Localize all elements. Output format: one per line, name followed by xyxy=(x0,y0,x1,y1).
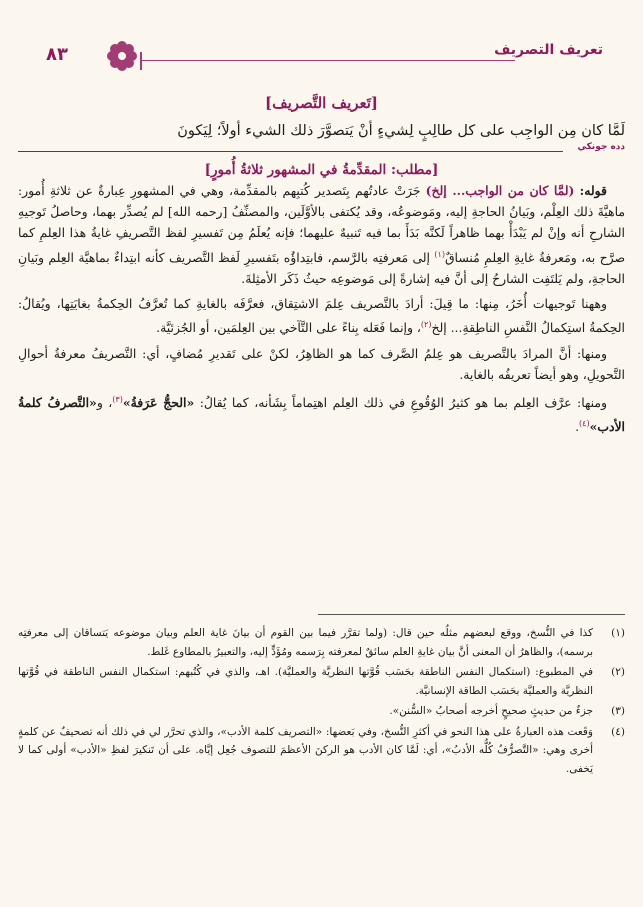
quoted-matn: (لمَّا كان من الواجب... إلخ) xyxy=(425,183,575,198)
footnote-separator xyxy=(318,614,625,615)
footnote-text: كذا في النُّسخ، ووقع لبعضهم مثلُه حين قال: (ولما تقرَّر فيما بين القوم أن بيانَ غاية العلم وبيان موضوعه يَتساقان إلى معرفتِه برسمه)، والظاهرُ أن المعنى أنَّ بيان غايةِ العلم سائقٌ لمعرفته بِرَسمه ومُؤَدٍّ إليه، والتعبيرُ بالمطاوع غَلط. xyxy=(18,627,593,658)
footnote-number: (٢) xyxy=(611,666,625,678)
page-number-box xyxy=(40,38,140,74)
paragraph-text: ، وإنما فَعَله بِناءً على التَّآخي بين العِلمَين، أو الجُزئيَّة. xyxy=(156,320,421,336)
paragraph-text: ومنها: عرَّف العِلم بما هو كثيرُ الوُقُوعِ في ذلك العِلم اهتِماماً بِشَأنه، كما يُقالُ: xyxy=(194,395,608,411)
page-body xyxy=(18,90,625,442)
page-number: ٨٣ xyxy=(46,44,68,65)
footnote-ref: (١) xyxy=(434,249,445,259)
paragraph-text: ، و xyxy=(96,395,113,411)
commentary-paragraph-3: ومنها: أنَّ المرادَ بالتَّصريف هو عِلمُ الصَّرف كما هو الظاهِرُ، لكنْ على تَقديرِ مُضافٍ، أي: التَّصريفُ معرفةُ أحوالِ التَّحويلِ، وهو أيضاً تعريفُه بالغاية. xyxy=(18,345,625,382)
quoted-saying: «التَّصرفُ كلمةُ الأدب» xyxy=(18,395,625,435)
ornament-divider xyxy=(18,144,625,158)
header-rule-tick xyxy=(140,52,142,70)
footnote xyxy=(18,663,625,700)
footnote-ref: (٤) xyxy=(579,419,590,429)
footnote xyxy=(18,702,625,721)
matn-text: لَمَّا كان مِن الواجِب على كل طالِبٍ لِشيءٍ أنْ يَتصوَّرَ ذلك الشيء أولاً؛ لِيَكونَ xyxy=(177,123,625,139)
commentary-paragraph-2 xyxy=(18,293,625,339)
footnote-ref: (٣) xyxy=(112,395,123,405)
paragraph-text: جَرَتْ عادتُهم بِتَصدير كُتبِهم بالمقدِّمة، وهي في المشهورِ عِبارةٌ عن ثلاثةِ أُمور: ماهيَّةَ ذلك العِلْم، وبَيانُ الحاجةِ إليه، ومَوضوعُه، وقد يُكتفى بالأوَّلَين، والمصنِّفُ [رحمه الله] لم يُصدِّر بهما، وحاصلُ تَوجيهِ الشارحِ أنه وإنْ لم يَبْدَأْ بهما ظاهراً لَكنَّه بَدَأَ بما فيه تَنبيهٌ عليهما؛ فإنه يُعلَمُ مِن تَفسيرِ لفظ التَّصريفِ غايةُ هذا العِلمِ كما صرَّح به، ومَعرفةُ غايةِ العِلمِ مُنساقٌ xyxy=(18,183,625,265)
footnotes xyxy=(18,624,625,780)
commentary-text xyxy=(18,180,625,438)
footnote-number: (٣) xyxy=(611,705,625,717)
footnote-number: (٤) xyxy=(611,725,625,738)
running-title: تعريف التصريف xyxy=(494,42,603,58)
footnote-text: وَقَعت هذه العبارةُ على هذا النحو في أكثرِ النُّسخ، وفي بَعضها: «التصريف كلمة الأدب»، والذي تحرَّر لي في ذلك أنه تصحيفٌ عن كلمةٍ أخرى وهي: «التَّصرُّفُ كُلُّه الأدبُ»، أي: لَمَّا كان الأدب هو الركنَ الأعظمَ للتصوف جُعِل إيَّاه. على أن تَنكيرَ لفظِ «الأدب» أولى كما لا يَخفى. xyxy=(18,725,593,775)
commentary-paragraph-1 xyxy=(18,180,625,289)
paragraph-text: . xyxy=(575,419,580,435)
footnote-number: (١) xyxy=(611,627,625,639)
ornament-line xyxy=(18,151,563,152)
footnote xyxy=(18,723,625,779)
flower-icon xyxy=(106,40,138,72)
footnote-text: جزءٌ من حديثٍ صحيحٍ أخرجه أصحابُ «السُّنن». xyxy=(389,705,593,717)
ornament-label: دده جونكي xyxy=(577,142,625,152)
quoted-saying: «الحجُّ عَرَفةُ» xyxy=(122,395,195,411)
paragraph-text: وههنا تَوجيهات أُخَرُ، مِنها: ما قِيلَ: أرادَ بالتَّصريف عِلمَ الاشتِقاق، فعرَّفَه بالغايةِ كما تُعرَّفُ الحِكمةُ بغايَتِها، ويُقالُ: الحِكمةُ استِكمالُ النَّفسِ الناطِقةِ... إلخ xyxy=(18,296,625,336)
section-title: [تَعريف التَّصريف] xyxy=(264,94,379,112)
quote-label: قوله: xyxy=(579,183,607,198)
page-header xyxy=(40,38,603,76)
commentary-paragraph-4 xyxy=(18,389,625,438)
paragraph-text: إلى مَعرفتِه بالرَّسم، فابتِداؤُه بتَفسيرِ لَفظ التَّصريف كأنه ابتِداءٌ بماهيَّة العِلم وبَيانِ الحاجةِ، ولم يَلتَفِت الشارحُ إلى أنَّ فيه إشارةً إلى مَوضوعِه حيثُ ذَكَر الأمثِلةَ. xyxy=(18,249,625,286)
header-rule xyxy=(140,60,515,61)
footnote-ref: (٢) xyxy=(420,320,432,330)
footnote xyxy=(18,624,625,661)
footnote-text: في المطبوع: (استكمال النفس الناطقة بحَسَب قُوَّتها النظريَّة والعمليَّة). اهـ، والذي في كُتُبهم: استكمال النفس الناطقة في قُوَّتها النظريَّة والعمليَّة بحَسَب الطاقة الإنسانيَّة. xyxy=(18,666,593,697)
subsection-title: [مطلب: المقدِّمةُ في المشهور ثلاثةُ أُمورٍ] xyxy=(204,162,439,178)
